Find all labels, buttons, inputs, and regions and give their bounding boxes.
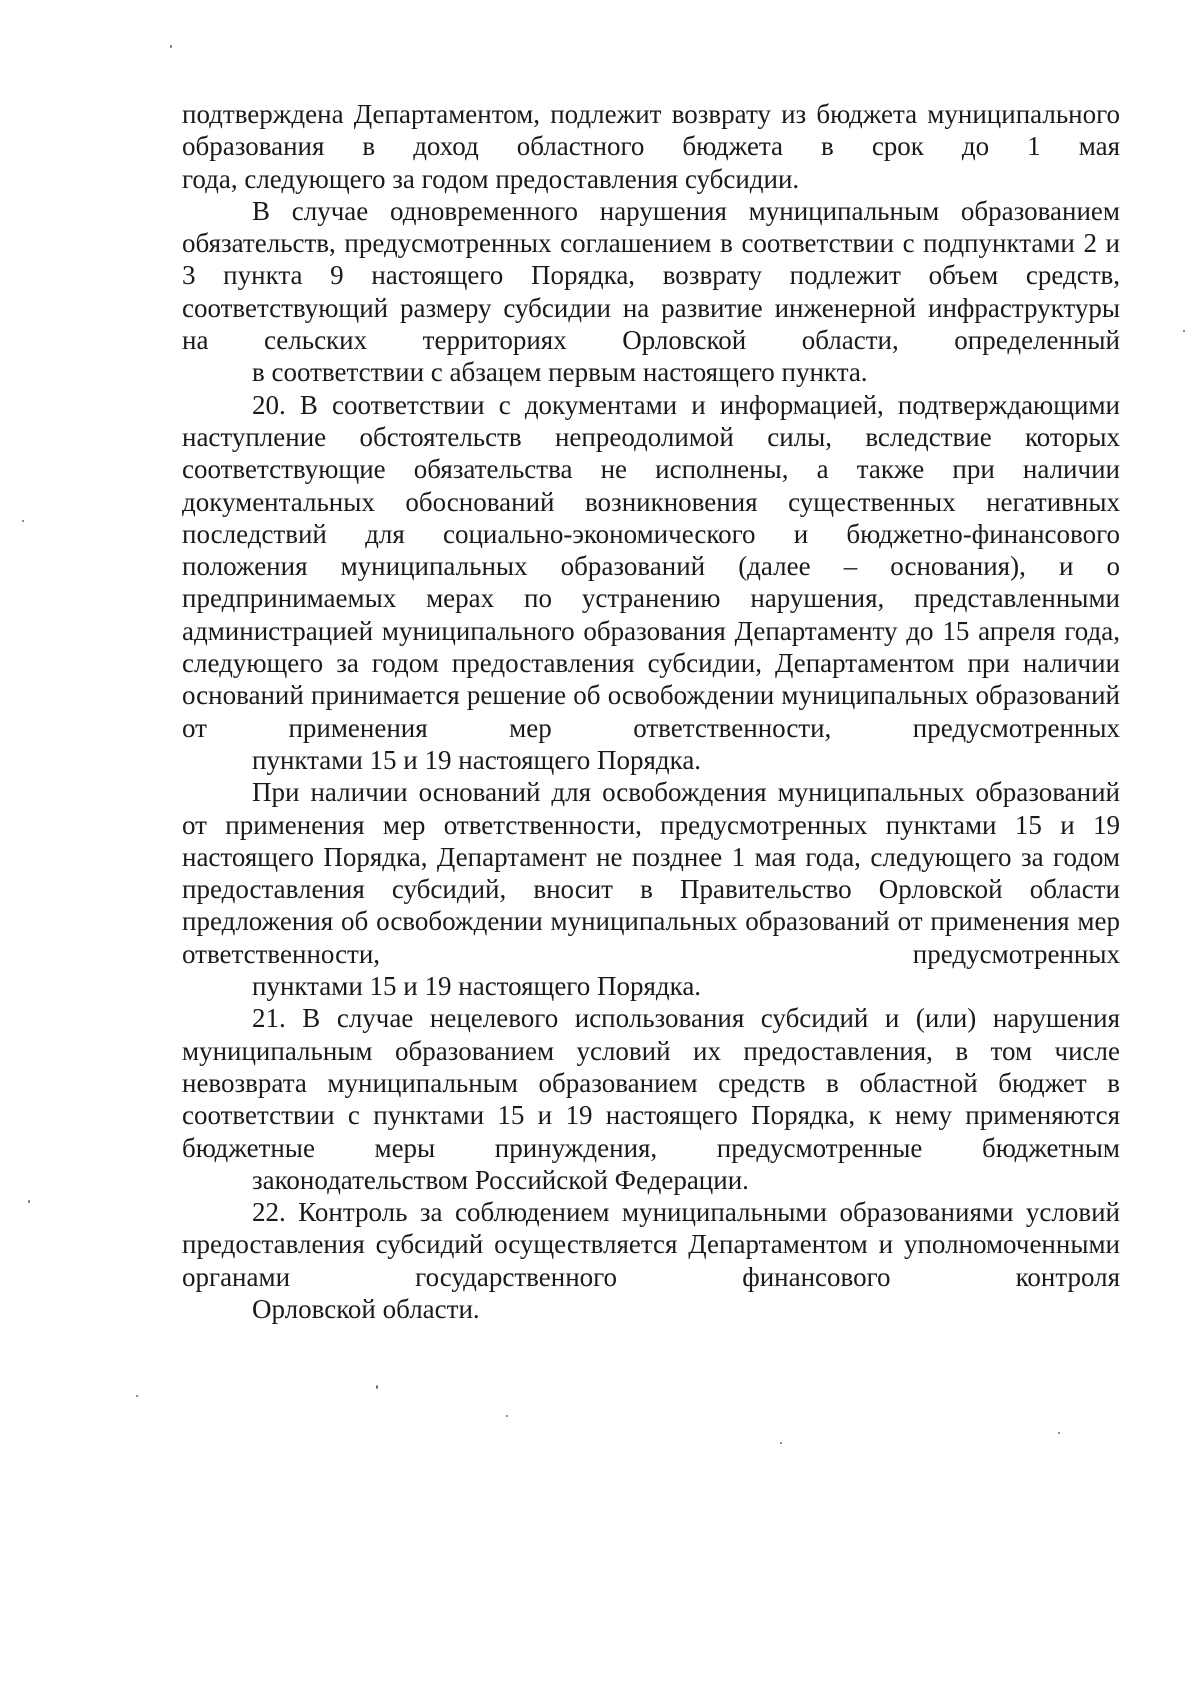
paragraph-last-line: законодательством Российской Федерации. (252, 1164, 749, 1195)
scan-speck (170, 45, 172, 48)
paragraph-exemption-grounds (182, 776, 1120, 1002)
scan-speck (136, 1395, 138, 1397)
scan-speck (1183, 330, 1185, 332)
paragraph-last-line: в соответствии с абзацем первым настоящего пункта. (252, 357, 868, 388)
paragraph-last-line: пунктами 15 и 19 настоящего Порядка. (252, 744, 702, 775)
paragraph-continuation (182, 98, 1120, 195)
paragraph-21 (182, 1002, 1120, 1196)
scan-speck (376, 1385, 378, 1389)
paragraph-20 (182, 389, 1120, 777)
paragraph-text: подтверждена Департаментом, подлежит возврату из бюджета муниципального образования в доход областного бюджета в срок до 1 мая (182, 99, 1120, 162)
document-body (182, 98, 1120, 1325)
scan-speck (28, 1200, 30, 1203)
paragraph-22 (182, 1196, 1120, 1325)
paragraph-text: В случае одновременного нарушения муниципальным образованием обязательств, предусмотренных соглашением в соответствии с подпунктами 2 и 3 пункта 9 настоящего Порядка, возврату подлежит объем средств, соответствующий размеру субсидии на развитие инженерной инфраструктуры на сельских территориях Орловской области, определенный (182, 195, 1120, 356)
scan-speck (22, 520, 24, 522)
scan-speck (780, 1442, 782, 1444)
paragraph-text: 21. В случае нецелевого использования субсидий и (или) нарушения муниципальным образованием условий их предоставления, в том числе невозврата муниципальным образованием средств в областной бюджет в соответствии с пунктами 15 и 19 настоящего Порядка, к нему применяются бюджетные меры принуждения, предусмотренные бюджетным (182, 1003, 1120, 1163)
paragraph-last-line: года, следующего за годом предоставления субсидии. (182, 163, 800, 194)
paragraph-text: 22. Контроль за соблюдением муниципальными образованиями условий предоставления субсидий осуществляется Департаментом и уполномоченными органами государственного финансового контроля (182, 1197, 1120, 1292)
paragraph-last-line: пунктами 15 и 19 настоящего Порядка. (252, 971, 702, 1002)
scan-speck (506, 1415, 508, 1417)
paragraph-simultaneous-violation (182, 195, 1120, 389)
scan-speck (1058, 1432, 1060, 1434)
paragraph-text: 20. В соответствии с документами и информацией, подтверждающими наступление обстоятельств непреодолимой силы, вследствие которых соответствующие обязательства не исполнены, а также при наличии документальных обоснований возникновения существенных негативных последствий для социально-экономического и бюджетно-финансового положения муниципальных образований (далее – основания), и о предпринимаемых мерах по устранению нарушения, представленными администрацией муниципального образования Департаменту до 15 апреля года, следующего за годом предоставления субсидии, Департаментом при наличии оснований принимается решение об освобождении муниципальных образований от применения мер ответственности, предусмотренных (182, 389, 1120, 743)
paragraph-text: При наличии оснований для освобождения муниципальных образований от применения мер ответственности, предусмотренных пунктами 15 и 19 настоящего Порядка, Департамент не позднее 1 мая года, следующего за годом предоставления субсидий, вносит в Правительство Орловской области предложения об освобождении муниципальных образований от применения мер ответственности, предусмотренных (182, 777, 1120, 969)
paragraph-last-line: Орловской области. (252, 1293, 480, 1324)
